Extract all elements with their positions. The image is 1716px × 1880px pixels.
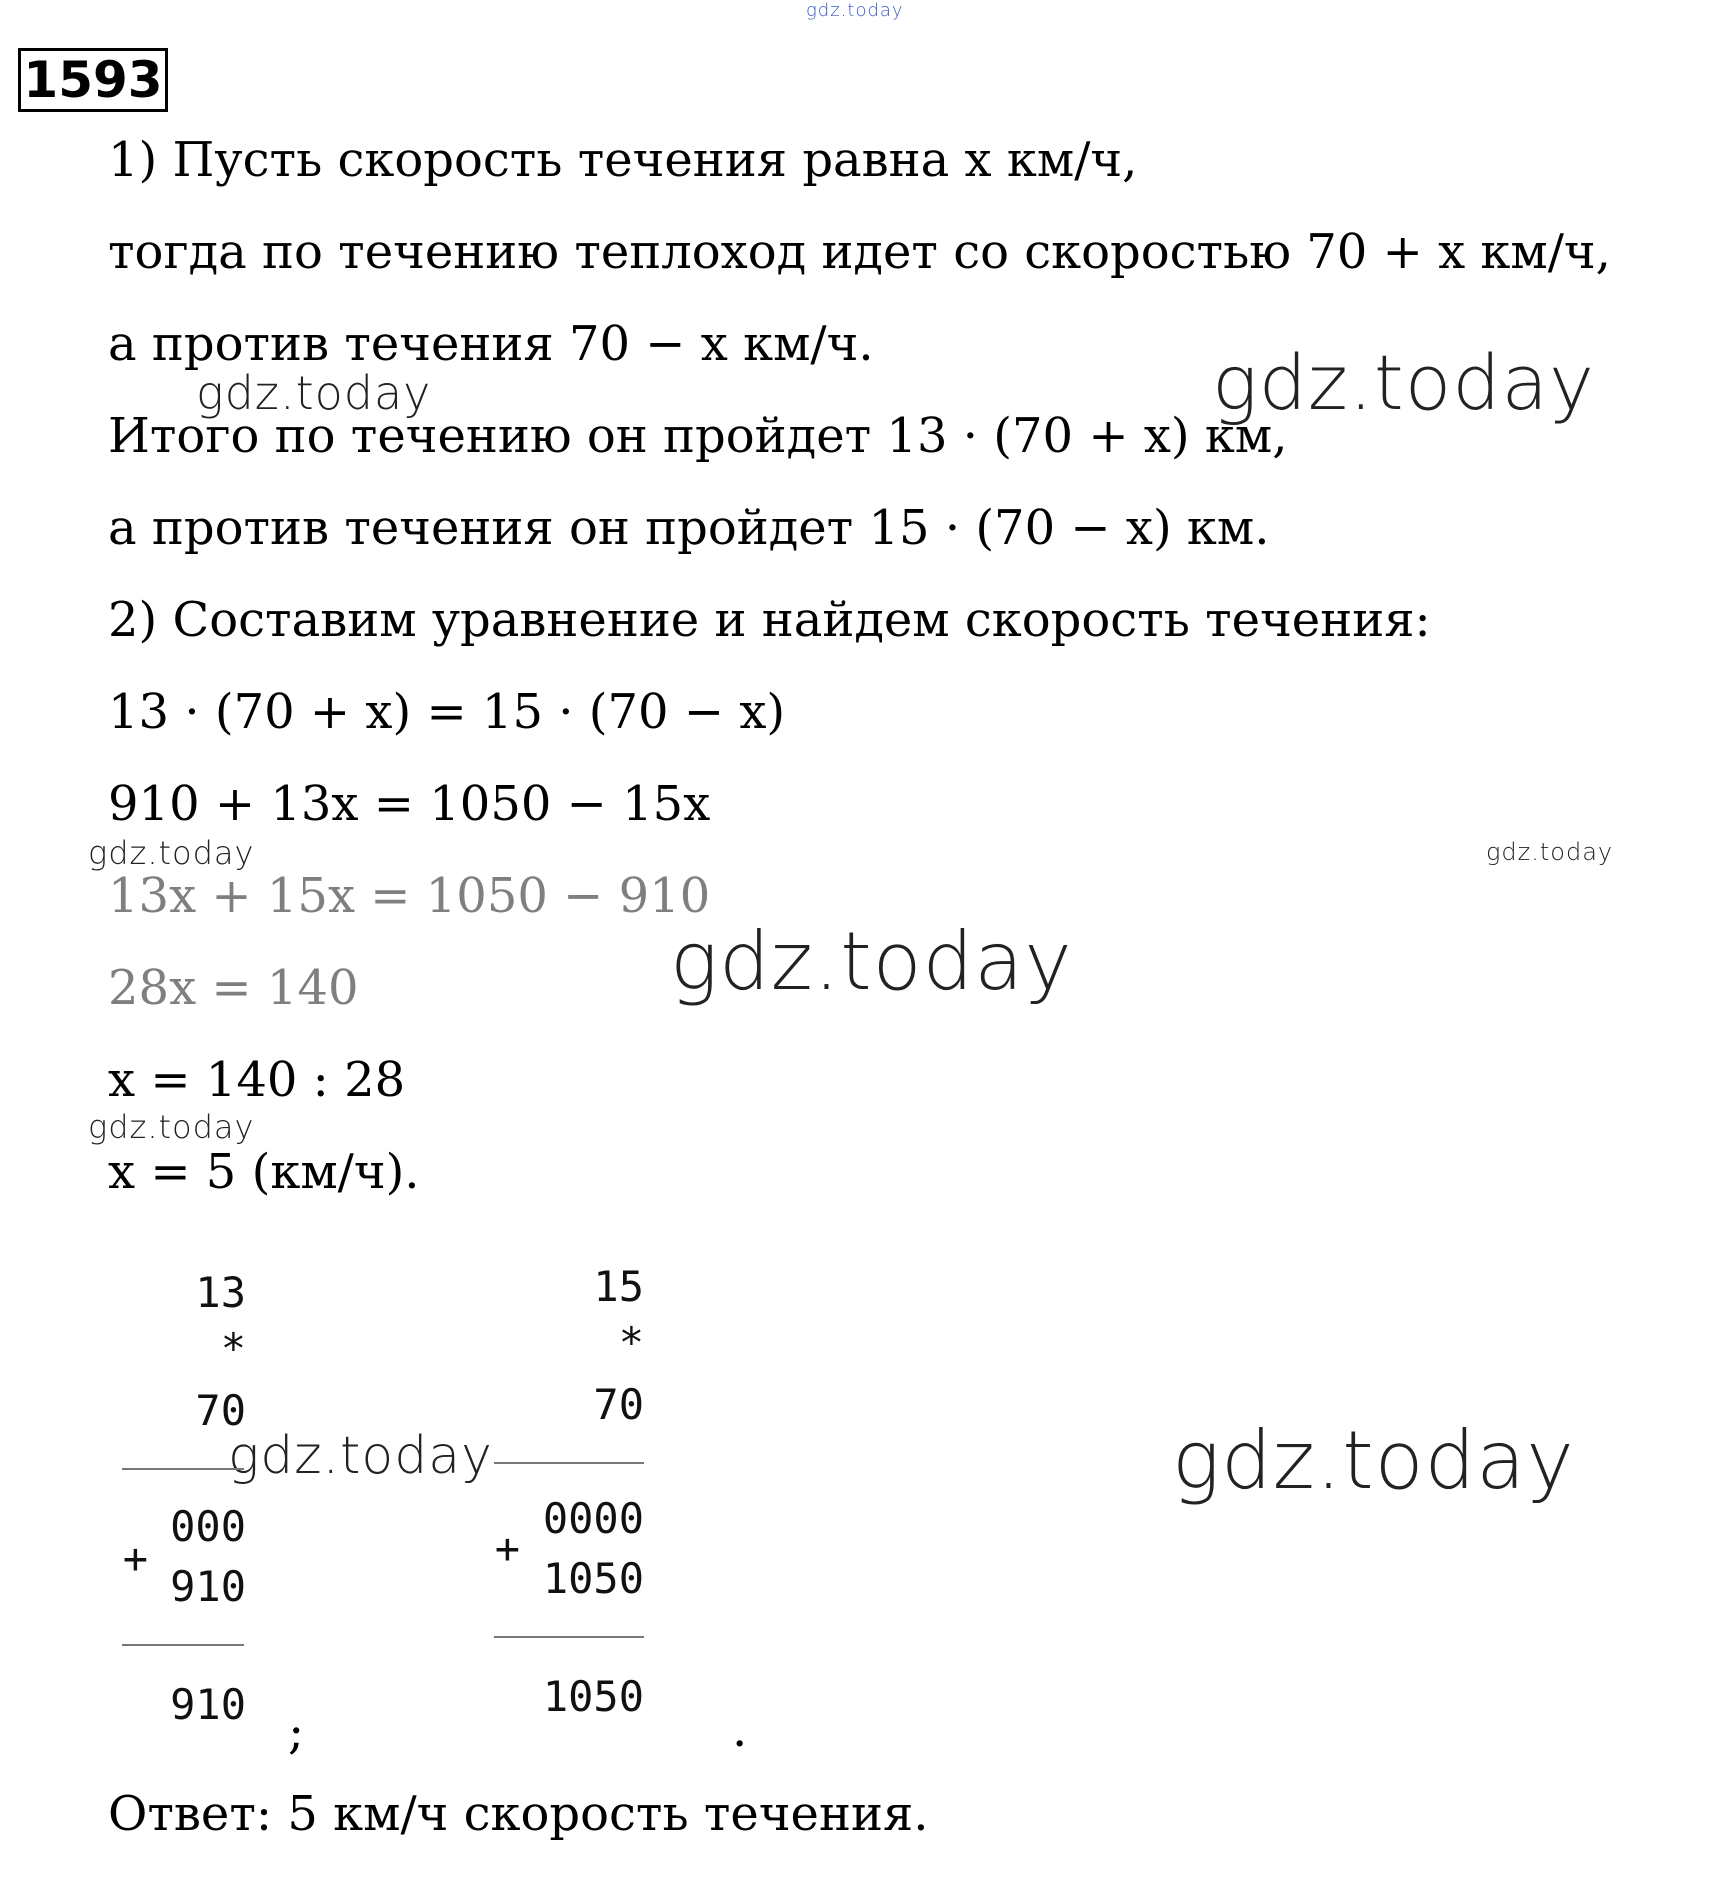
equation-line: 13 · (70 + x) = 15 · (70 − x) bbox=[108, 684, 786, 740]
watermark: gdz.today bbox=[196, 366, 432, 420]
watermark: gdz.today bbox=[228, 1426, 493, 1486]
factor: 15 bbox=[593, 1262, 644, 1311]
end-mark: . bbox=[732, 1702, 748, 1758]
underline bbox=[494, 1636, 644, 1638]
factor: 70 bbox=[593, 1380, 644, 1429]
solution-line: тогда по течению теплоход идет со скоростью 70 + x км/ч, bbox=[108, 224, 1611, 280]
underline bbox=[122, 1644, 244, 1646]
solution-line: а против течения он пройдет 15 · (70 − x) км. bbox=[108, 500, 1270, 556]
equation-line: x = 140 : 28 bbox=[108, 1052, 406, 1108]
plus-sign: + bbox=[494, 1524, 520, 1573]
answer: Ответ: 5 км/ч скорость течения. bbox=[108, 1786, 929, 1842]
factor: 70 bbox=[195, 1386, 246, 1435]
watermark: gdz.today bbox=[1212, 338, 1595, 427]
watermark: gdz.today bbox=[1172, 1414, 1575, 1507]
product: 910 bbox=[170, 1680, 246, 1729]
partial-product: 1050 bbox=[542, 1554, 644, 1603]
watermark: gdz.today bbox=[88, 834, 255, 872]
problem-number: 1593 bbox=[18, 48, 168, 112]
partial-product: 000 bbox=[170, 1502, 246, 1551]
watermark: gdz.today bbox=[88, 1108, 255, 1146]
solution-line: а против течения 70 − x км/ч. bbox=[108, 316, 874, 372]
partial-product: 910 bbox=[170, 1562, 246, 1611]
separator: ; bbox=[288, 1704, 305, 1760]
equation-line: 13x + 15x = 1050 − 910 bbox=[108, 868, 711, 924]
watermark: gdz.today bbox=[1486, 838, 1614, 866]
solution-line: 1) Пусть скорость течения равна x км/ч, bbox=[108, 132, 1138, 188]
underline bbox=[494, 1462, 644, 1464]
equation-line: 28x = 140 bbox=[108, 960, 359, 1016]
equation-line: 910 + 13x = 1050 − 15x bbox=[108, 776, 711, 832]
equation-line: x = 5 (км/ч). bbox=[108, 1144, 420, 1200]
partial-product: 0000 bbox=[542, 1494, 644, 1543]
factor: 13 bbox=[195, 1268, 246, 1317]
plus-sign: + bbox=[122, 1534, 148, 1583]
solution-line: Итого по течению он пройдет 13 · (70 + x) км, bbox=[108, 408, 1288, 464]
underline bbox=[122, 1468, 244, 1470]
product: 1050 bbox=[542, 1672, 644, 1721]
multiply-sign: * bbox=[220, 1324, 246, 1373]
multiply-sign: * bbox=[618, 1318, 644, 1367]
solution-line: 2) Составим уравнение и найдем скорость течения: bbox=[108, 592, 1431, 648]
watermark: gdz.today bbox=[670, 915, 1073, 1008]
watermark-top: gdz.today bbox=[806, 0, 904, 21]
